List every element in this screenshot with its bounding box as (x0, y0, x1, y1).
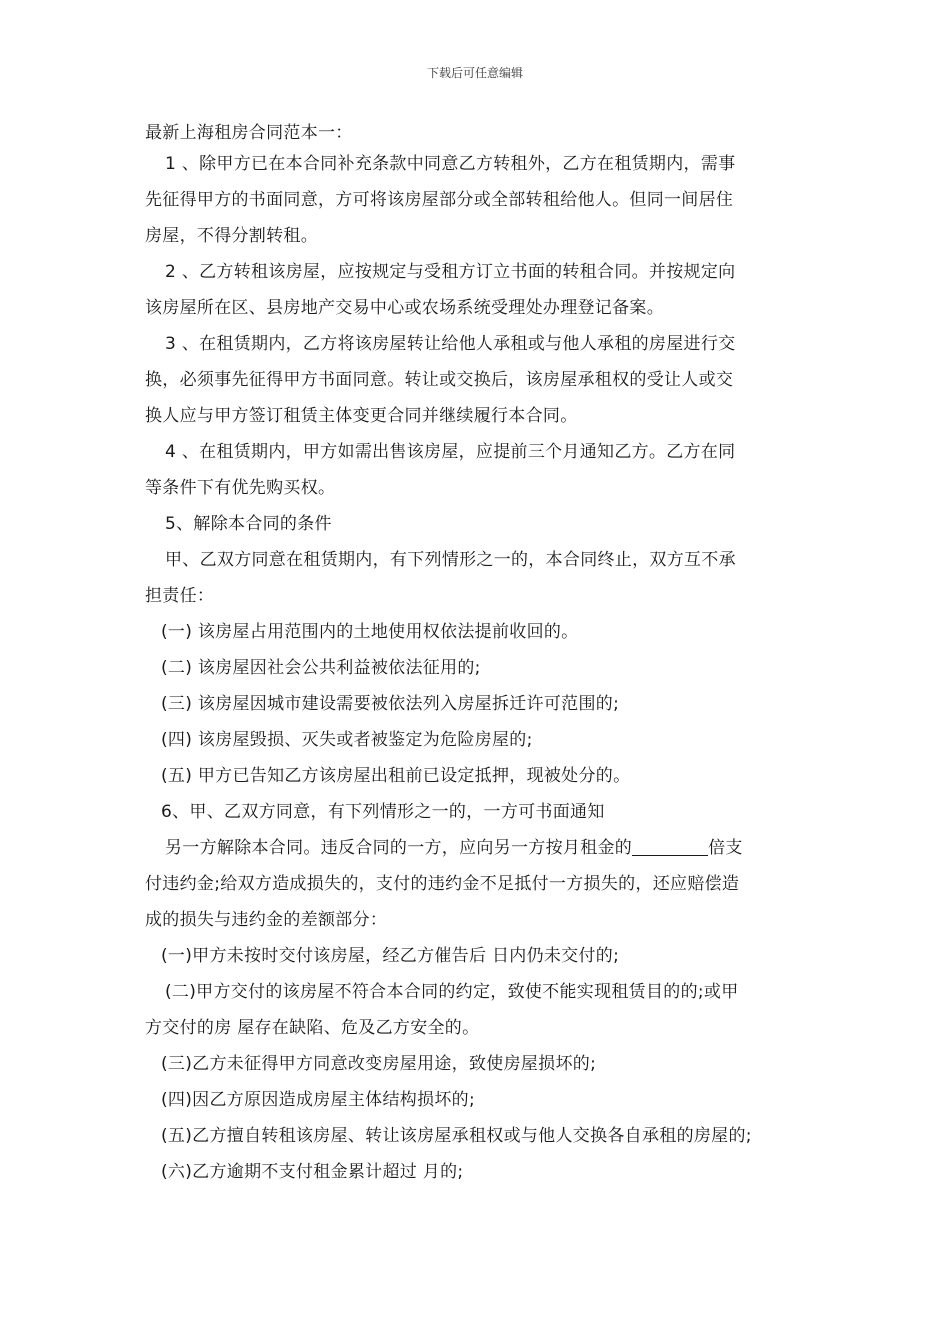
line-text: (四)因乙方原因造成房屋主体结构损坏的; (161, 1090, 475, 1110)
document-line (145, 218, 810, 254)
document-line (145, 1082, 810, 1118)
document-line (145, 542, 810, 578)
line-text: 房屋，不得分割转租。 (145, 226, 318, 246)
document-body (145, 120, 810, 1190)
line-text: (六)乙方逾期不支付租金累计超过 月的; (161, 1162, 464, 1182)
line-text: 换人应与甲方签订租赁主体变更合同并继续履行本合同。 (145, 406, 578, 426)
document-line (145, 1118, 810, 1154)
document-title: 最新上海租房合同范本一： (145, 123, 353, 143)
line-text: 先征得甲方的书面同意，方可将该房屋部分或全部转租给他人。但同一间居住 (145, 190, 734, 210)
document-line (145, 1010, 810, 1046)
document-line (145, 794, 810, 830)
line-text: (四) 该房屋毁损、灭失或者被鉴定为危险房屋的; (161, 730, 533, 750)
document-line (145, 1046, 810, 1082)
line-text: 1 、除甲方已在本合同补充条款中同意乙方转租外，乙方在租赁期内，需事 (165, 154, 736, 174)
line-text: (一)甲方未按时交付该房屋，经乙方催告后 日内仍未交付的; (161, 946, 620, 966)
document-line (145, 254, 810, 290)
line-text: (二) 该房屋因社会公共利益被依法征用的; (161, 658, 481, 678)
line-text: 方交付的房 屋存在缺陷、危及乙方安全的。 (145, 1018, 480, 1038)
document-line (145, 866, 810, 902)
document-line (145, 362, 810, 398)
document-line (145, 182, 810, 218)
document-line (145, 974, 810, 1010)
document-line (145, 614, 810, 650)
line-text: 甲、乙双方同意在租赁期内，有下列情形之一的，本合同终止，双方互不承 (165, 550, 736, 570)
document-line (145, 938, 810, 974)
line-text: 3 、在租赁期内，乙方将该房屋转让给他人承租或与他人承租的房屋进行交 (165, 334, 736, 354)
line-text: 担责任： (145, 586, 215, 606)
document-line (145, 686, 810, 722)
line-text: (五) 甲方已告知乙方该房屋出租前已设定抵押，现被处分的。 (161, 766, 631, 786)
document-line (145, 650, 810, 686)
page-header: 下载后可任意编辑 (426, 66, 523, 80)
document-line (145, 326, 810, 362)
fill-in-blank (632, 837, 708, 856)
line-text: (二)甲方交付的该房屋不符合本合同的约定，致使不能实现租赁目的的;或甲 (165, 982, 739, 1002)
line-text: 4 、在租赁期内，甲方如需出售该房屋，应提前三个月通知乙方。乙方在同 (165, 442, 736, 462)
document-line (145, 578, 810, 614)
document-line (145, 1154, 810, 1190)
document-lines (145, 146, 810, 1190)
line-text: (一) 该房屋占用范围内的土地使用权依法提前收回的。 (161, 622, 579, 642)
line-text: 成的损失与违约金的差额部分： (145, 910, 388, 930)
document-line (145, 506, 810, 542)
document-line (145, 902, 810, 938)
line-text: (三) 该房屋因城市建设需要被依法列入房屋拆迁许可范围的; (161, 694, 620, 714)
line-text: (三)乙方未征得甲方同意改变房屋用途，致使房屋损坏的; (161, 1054, 597, 1074)
document-line (145, 434, 810, 470)
document-line (145, 758, 810, 794)
document-line (145, 470, 810, 506)
document-line (145, 146, 810, 182)
document-line (145, 290, 810, 326)
document-line (145, 398, 810, 434)
line-text-after-blank: 倍支 (708, 838, 743, 858)
line-text: 等条件下有优先购买权。 (145, 478, 336, 498)
line-text: (五)乙方擅自转租该房屋、转让该房屋承租权或与他人交换各自承租的房屋的; (161, 1126, 752, 1146)
line-text: 2 、乙方转租该房屋，应按规定与受租方订立书面的转租合同。并按规定向 (165, 262, 736, 282)
line-text: 6、甲、乙双方同意，有下列情形之一的，一方可书面通知 (161, 802, 605, 822)
line-text: 另一方解除本合同。违反合同的一方，应向另一方按月租金的 (165, 838, 633, 858)
document-line (145, 722, 810, 758)
line-text: 换，必须事先征得甲方书面同意。转让或交换后，该房屋承租权的受让人或交 (145, 370, 734, 390)
line-text: 5、解除本合同的条件 (165, 514, 332, 534)
document-line (145, 830, 810, 866)
line-text: 该房屋所在区、县房地产交易中心或农场系统受理处办理登记备案。 (145, 298, 664, 318)
line-text: 付违约金;给双方造成损失的，支付的违约金不足抵付一方损失的，还应赔偿造 (145, 874, 740, 894)
